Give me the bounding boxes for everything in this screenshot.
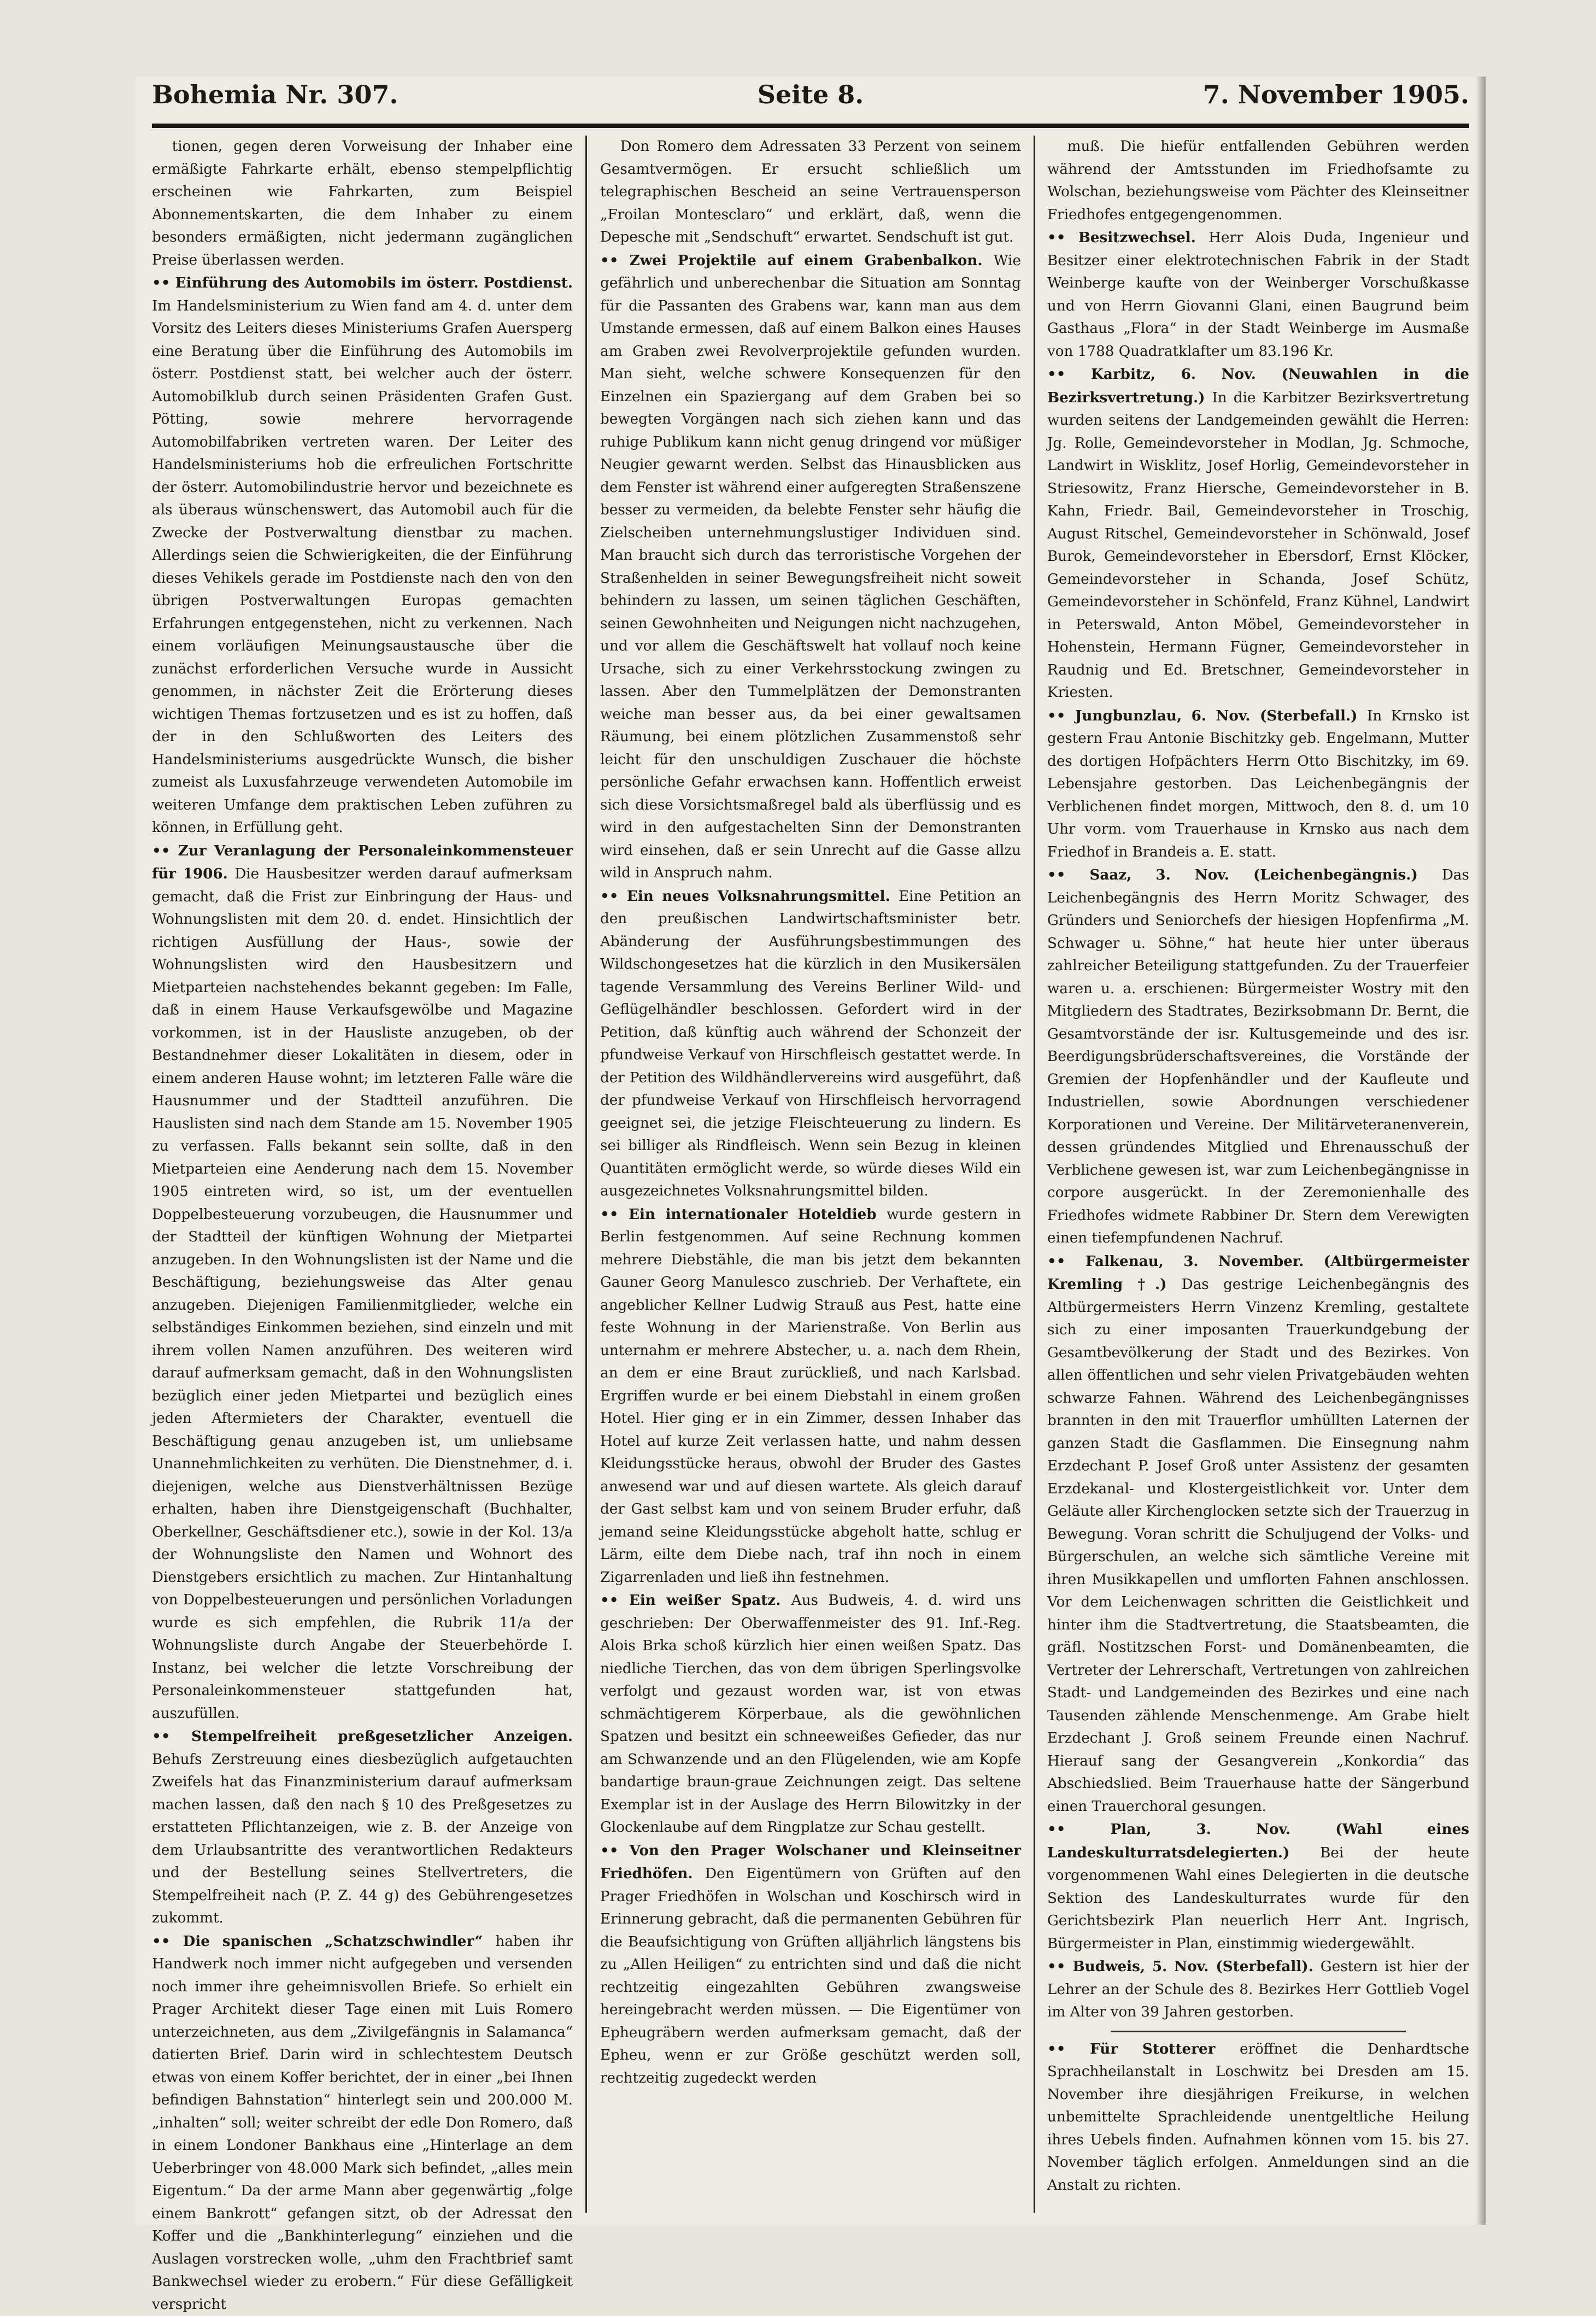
article-headline: •• Einführung des Automobils im österr. Postdienst. (152, 274, 573, 291)
article-paragraph (1047, 226, 1469, 363)
newspaper-page (136, 77, 1486, 2225)
article-paragraph (600, 885, 1021, 1203)
page-header (152, 77, 1469, 129)
article-headline: •• Jungbunzlau, 6. Nov. (Sterbefall.) (1047, 707, 1367, 724)
article-paragraph (1047, 864, 1469, 1250)
article-text: muß. Die hiefür entfallenden Gebühren werden während der Amtsstunden im Friedhofsamte zu Wolschan, beziehungsweise vom Pächter des Kleinseitner Friedhofes entgegengenommen. (1047, 138, 1469, 223)
article-headline: •• Falkenau, 3. November. (Altbürgermeister Kremling †.) (1047, 1253, 1469, 1293)
article-text: Bei der heute vorgenommenen Wahl eines Delegierten in die deutsche Sektion des Landeskulturrates wurde für den Gerichtsbezirk Plan neuerlich Herr Ant. Ingrisch, Bürgermeister in Plan, einstimmig wiedergewählt. (1047, 1845, 1469, 1952)
article-text: wurde gestern in Berlin festgenommen. Auf seine Rechnung kommen mehrere Diebstähle, die man bis jetzt dem bekannten Gauner Georg Manulesco zuschrieb. Der Verhaftete, ein angeblicher Kellner Ludwig Strauß aus Pest, hatte eine feste Wohnung in der Marienstraße. Von Berlin aus unternahm er mehrere Abstecher, u. a. nach dem Rhein, an dem er eine Braut zurückließ, und nach Karlsbad. Ergriffen wurde er bei einem Diebstahl in einem großen Hotel. Hier ging er in ein Zimmer, dessen Inhaber das Hotel auf kurze Zeit verlassen hatte, und nahm dessen Kleidungsstücke heraus, obwohl der Bruder des Gastes anwesend war und auf diesen wartete. Als gleich darauf der Gast selbst kam und von seinem Bruder erfuhr, daß jemand seine Kleidungsstücke abgeholt hatte, schlug er Lärm, eilte dem Diebe nach, traf ihn noch in einem Zigarrenladen und ließ ihn festnehmen. (600, 1206, 1021, 1586)
article-text: Die Hausbesitzer werden darauf aufmerksam gemacht, daß die Frist zur Einbringung der Haus- und Wohnungslisten mit dem 20. d. endet. Hinsichtlich der richtigen Ausfüllung der Haus-, sowie der Wohnungslisten wird den Hausbesitzern und Mietparteien nachstehendes bekannt gegeben: Im Falle, daß in einem Hause Verkaufsgewölbe und Magazine vorkommen, ist in der Hausliste anzugeben, ob der Bestandnehmer dieser Lokalitäten in diesem, oder in einem anderen Hause wohnt; im letzteren Falle wäre die Hausnummer und der Stadtteil anzuführen. Die Hauslisten sind nach dem Stande am 15. November 1905 zu verfassen. Falls bekannt sein sollte, daß in den Mietparteien eine Aenderung nach dem 15. November 1905 eintreten wird, so ist, um der eventuellen Doppelbesteuerung vorzubeugen, die Hausnummer und der Stadtteil der künftigen Wohnung der Mietpartei anzugeben. In den Wohnungslisten ist der Name und die Beschäftigung, beziehungsweise das Alter genau anzugeben. Diejenigen Familienmitglieder, welche ein selbständiges Einkommen beziehen, sind einzeln und mit ihrem vollen Namen anzuführen. Des weiteren wird darauf aufmerksam gemacht, daß in den Wohnungslisten bezüglich einer jeden Mietpartei und bezüglich eines jeden Aftermieters der Charakter, eventuell die Beschäftigung genau anzugeben ist, um unliebsame Unannehmlichkeiten zu verhüten. Die Dienstnehmer, d. i. diejenigen, welche aus Dienstverhältnissen Bezüge erhalten, haben ihre Dienstgeigenschaft (Buchhalter, Oberkellner, Geschäftsdiener etc.), sowie in der Kol. 13/a der Wohnungsliste den Namen und Wohnort des Dienstgebers ersichtlich zu machen. Zur Hintanhaltung von Doppelbesteuerungen und persönlichen Vorladungen wurde es sich empfehlen, die Rubrik 11/a der Wohnungsliste durch Angabe der Steuerbehörde I. Instanz, bei welcher die letzte Vorschreibung der Personaleinkommensteuer stattgefunden hat, auszufüllen. (152, 866, 573, 1722)
article-text: Herr Alois Duda, Ingenieur und Besitzer einer elektrotechnischen Fabrik in der Stadt Weinberge kaufte von der Weinberger Vorschußkasse und von Herrn Giovanni Glani, einen Baugrund beim Gasthaus „Flora“ in der Stadt Weinberge im Ausmaße von 1788 Quadratklafter um 83.196 Kr. (1047, 230, 1469, 360)
column-divider (1034, 136, 1035, 2213)
article-text: Wie gefährlich und unberechenbar die Situation am Sonntag für die Passanten des Grabens war, kann man aus dem Umstande ermessen, daß auf einem Balkon eines Hauses am Graben zwei Revolverprojektile gefunden wurden. Man sieht, welche schwere Konsequenzen für den Einzelnen ein Spaziergang auf dem Graben bei so bewegten Vorgängen nach sich ziehen kann und das ruhige Publikum kann nicht genug dringend vor müßiger Neugier gewarnt werden. Selbst das Hinausblicken aus dem Fenster ist während einer aufgeregten Straßenszene besser zu vermeiden, da belebte Fenster sehr häufig die Zielscheiben unternehmungslustiger Individuen sind. Man braucht sich durch das terroristische Vorgehen der Straßenhelden in seiner Bewegungsfreiheit nicht soweit behindern zu lassen, um seinen täglichen Geschäften, seinen Gewohnheiten und Neigungen nicht nachzugehen, und vor allem die Geschäftswelt hat vollauf noch keine Ursache, sich zu einer Verkehrsstockung zwingen zu lassen. Aber den Tummelplätzen der Demonstranten weiche man besser aus, da bei einer gewaltsamen Räumung, bei einem plötzlichen Zusammenstoß sehr leicht für den unschuldigen Zuschauer die höchste persönliche Gefahr erwachsen kann. Hoffentlich erweist sich diese Vorsichtsmaßregel bald als überflüssig und es wird in den aufgestachelten Sinn der Demonstranten wird einsehen, daß er sein Unrecht auf die Gasse allzu wild in Anspruch nahm. (600, 253, 1021, 882)
header-rule (152, 124, 1469, 128)
header-date: 7. November 1905. (1203, 80, 1469, 109)
article-text: tionen, gegen deren Vorweisung der Inhaber eine ermäßigte Fahrkarte erhält, ebenso stempelpflichtig erscheinen wie Fahrkarten, zum Beispiel Abonnementskarten, die dem Inhaber zu einem besonders ermäßigten, nicht jedermann zugänglichen Preise überlassen werden. (152, 138, 573, 268)
article-text: In die Karbitzer Bezirksvertretung wurden seitens der Landgemeinden gewählt die Herren: Jg. Rolle, Gemeindevorsteher in Modlan, Jg. Schmoche, Landwirt in Wisklitz, Josef Horlig, Gemeindevorsteher in Striesowitz, Franz Hiersche, Gemeindevorsteher in B. Kahn, Friedr. Bail, Gemeindevorsteher in Troschig, August Ritschel, Gemeindevorsteher in Schönwald, Josef Burok, Gemeindevorsteher in Ebersdorf, Ernst Klöcker, Gemeindevorsteher in Schanda, Josef Schütz, Gemeindevorsteher in Schönfeld, Franz Kühnel, Landwirt in Peterswald, Anton Möbel, Gemeindevorsteher in Hohenstein, Hermann Fügner, Gemeindevorsteher in Raudnig und Ed. Bretschner, Gemeindevorsteher in Kriesten. (1047, 390, 1469, 701)
article-paragraph (152, 272, 573, 840)
article-headline: •• Saaz, 3. Nov. (Leichenbegängnis.) (1047, 866, 1442, 883)
article-paragraph (1047, 136, 1469, 226)
article-text: Das Leichenbegängnis des Herrn Moritz Schwager, des Gründers und Seniorchefs der hiesigen Hopfenfirma „M. Schwager u. Söhne,“ hat heute hier unter überaus zahlreicher Beteiligung stattgefunden. Zu der Trauerfeier waren u. a. erschienen: Bürgermeister Wostry mit den Mitgliedern des Stadtrates, Bezirksobmann Dr. Bernt, die Gesamtvorstände der isr. Kultusgemeinde und des isr. Beerdigungsbrüderschaftsvereines, die Vorstände der Gremien der Hopfenhändler und der Kaufleute und Industriellen, sowie Abordnungen verschiedener Korporationen und Vereine. Der Militärveteranenverein, dessen gründendes Mitglied und Ehrenausschuß der Verblichene gewesen ist, war zum Leichenbegängnisse in corpore ausgerückt. In der Zeremonienhalle des Friedhofes widmete Rabbiner Dr. Stern dem Verewigten einen tiefempfundenen Nachruf. (1047, 867, 1469, 1246)
article-paragraph (152, 136, 573, 272)
article-text: Gestern ist hier der Lehrer an der Schule des 8. Bezirkes Herr Gottlieb Vogel im Alter von 39 Jahren gestorben. (1047, 1959, 1469, 2020)
article-headline: •• Budweis, 5. Nov. (Sterbefall). (1047, 1958, 1321, 1975)
section-rule (1111, 2031, 1406, 2032)
article-paragraph (1047, 363, 1469, 705)
article-headline: •• Von den Prager Wolschaner und Kleinseitner Friedhöfen. (600, 1842, 1021, 1883)
article-headline: •• Für Stotterer (1047, 2041, 1240, 2057)
column-3 (1047, 136, 1469, 2218)
article-headline: •• Karbitz, 6. Nov. (Neuwahlen in die Bezirksvertretung.) (1047, 366, 1469, 406)
article-text: Das gestrige Leichenbegängnis des Altbürgermeisters Herrn Vinzenz Kremling, gestaltete sich zu einer imposanten Trauerkundgebung der Gesamtbevölkerung der Stadt und des Bezirkes. Von allen öffentlichen und sehr vielen Privatgebäuden wehten schwarze Fahnen. Während des Leichenbegängnisses brannten in den mit Trauerflor umhüllten Laternen der ganzen Stadt die Gasflammen. Die Einsegnung nahm Erzdechant P. Josef Groß unter Assistenz der gesamten Erzdekanal- und Klostergeistlichkeit vor. Unter dem Geläute aller Kirchenglocken setzte sich der Trauerzug in Bewegung. Voran schritt die Schuljugend der Volks- und Bürgerschulen, an welche sich sämtliche Vereine mit ihren Musikkapellen und umflorten Fahnen anschlossen. Vor dem Leichenwagen schritten die Geistlichkeit und hinter ihm die Stadtvertretung, die Staatsbeamten, die gräfl. Nostitzschen Forst- und Domänenbeamten, die Vertreter der Lehrerschaft, Vertretungen von zahlreichen Stadt- und Landgemeinden des Bezirkes und eine nach Tausenden zählende Menschenmenge. Am Grabe hielt Erzdechant J. Groß seinem Freunde einen Nachruf. Hierauf sang der Gesangverein „Konkordia“ das Abschiedslied. Beim Trauerhause hatte der Sängerbund einen Trauerchoral gesungen. (1047, 1276, 1469, 1815)
article-paragraph (1047, 1250, 1469, 1819)
article-text: Behufs Zerstreuung eines diesbezüglich aufgetauchten Zweifels hat das Finanzministerium darauf aufmerksam machen lassen, daß den nach § 10 des Preßgesetzes zu erstatteten Pflichtanzeigen, wie z. B. der Anzeige von dem Urlaubsantritte des verantwortlichen Redakteurs und der Bestellung seines Stellvertreters, die Stempelfreiheit nach (P. Z. 44 g) des Gebührengesetzes zukommt. (152, 1751, 573, 1927)
article-paragraph (1047, 1955, 1469, 2024)
article-paragraph (600, 249, 1021, 885)
article-headline: •• Ein neues Volksnahrungsmittel. (600, 888, 899, 905)
header-issue: Bohemia Nr. 307. (152, 80, 398, 109)
article-paragraph (600, 1589, 1021, 1839)
column-divider (585, 136, 587, 2213)
article-text: haben ihr Handwerk noch immer nicht aufgegeben und versenden noch immer ihre geheimnisvollen Briefe. So erhielt ein Prager Architekt dieser Tage einen mit Luis Romero unterzeichneten, aus dem „Zivilgefängnis in Salamanca“ datierten Brief. Darin wird in schlechtestem Deutsch etwas von einem Koffer berichtet, der in einer „bei Ihnen befindigen Bahnstation“ hinterlegt sein und 200.000 M. „inhalten“ soll; weiter schreibt der edle Don Romero, daß in einem Londoner Bankhaus eine „Hinterlage an dem Ueberbringer von 48.000 Mark sich befindet, „alles mein Eigentum.“ Da der arme Mann aber gegenwärtig „folge einem Bankrott“ gefangen sitzt, ob der Adressat den Koffer und die „Bankhinterlegung“ einziehen und die Auslagen vorstrecken wolle, „uhm den Frachtbrief samt Bankwechsel wieder zu erobern.“ Für diese Gefälligkeit verspricht (152, 1933, 573, 2313)
column-1 (152, 136, 573, 2218)
header-page-number: Seite 8. (152, 80, 1469, 109)
article-paragraph (600, 136, 1021, 249)
article-headline: •• Plan, 3. Nov. (Wahl eines Landeskulturratsdelegierten.) (1047, 1821, 1469, 1861)
article-headline: •• Besitzwechsel. (1047, 229, 1208, 246)
article-paragraph (1047, 1818, 1469, 1955)
article-text: Don Romero dem Adressaten 33 Perzent von seinem Gesamtvermögen. Er ersucht schließlich um telegraphischen Bescheid an seine Vertrauensperson „Froilan Montesclaro“ und erklärt, daß, wenn die Depesche mit „Sendschuft“ erwartet. Sendschuft ist gut. (600, 138, 1021, 245)
article-headline: •• Die spanischen „Schatzschwindler“ (152, 1933, 495, 1950)
article-text: In Krnsko ist gestern Frau Antonie Bischitzky geb. Engelmann, Mutter des dortigen Hofpächters Herrn Otto Bischitzky, im 69. Lebensjahre gestorben. Das Leichenbegängnis der Verblichenen findet morgen, Mittwoch, den 8. d. um 10 Uhr vorm. vom Trauerhause in Krnsko aus nach dem Friedhof in Brandeis a. E. statt. (1047, 708, 1469, 860)
article-headline: •• Ein weißer Spatz. (600, 1592, 791, 1609)
article-text: eröffnet die Denhardtsche Sprachheilanstalt in Loschwitz bei Dresden am 15. November ihre diesjährigen Freikurse, in welchen unbemittelte Sprachleidende unentgeltliche Heilung ihres Uebels finden. Aufnahmen können vom 15. bis 27. November täglich erfolgen. Anmeldungen sind an die Anstalt zu richten. (1047, 2041, 1469, 2194)
column-2 (600, 136, 1021, 2218)
article-paragraph (1047, 705, 1469, 864)
article-paragraph (152, 840, 573, 1726)
article-headline: •• Ein internationaler Hoteldieb (600, 1206, 887, 1223)
article-paragraph (152, 1725, 573, 1930)
article-text: Den Eigentümern von Grüften auf den Prager Friedhöfen in Wolschan und Koschirsch wird in Erinnerung gebracht, daß die permanenten Gebühren für die Beaufsichtigung von Grüften alljährlich längstens bis zu „Allen Heiligen“ zu entrichten sind und daß die nicht rechtzeitig eingezahlten Gebühren zwangsweise hereingebracht werden müssen. — Die Eigentümer von Epheugräbern werden aufmerksam gemacht, daß der Epheu, wenn er zur Größe geschützt werden soll, rechtzeitig zugedeckt werden (600, 1866, 1021, 2086)
article-text: Im Handelsministerium zu Wien fand am 4. d. unter dem Vorsitz des Leiters dieses Ministeriums Grafen Auersperg eine Beratung über die Einführung des Automobils im österr. Postdienst statt, bei welcher auch der österr. Automobilklub durch seinen Präsidenten Grafen Gust. Pötting, sowie mehrere hervorragende Automobilfabriken vertreten waren. Der Leiter des Handelsministeriums hob die erfreulichen Fortschritte der österr. Automobilindustrie hervor und bezeichnete es als überaus wünschenswert, das Automobil auch für die Zwecke der Postverwaltung dienstbar zu machen. Allerdings seien die Schwierigkeiten, die der Einführung dieses Vehikels gerade im Postdienste nach den von den übrigen Postverwaltungen Europas gemachten Erfahrungen entgegenstehen, nicht zu verkennen. Nach einem vorläufigen Meinungsaustausche über die zunächst erforderlichen Versuche wurde in Aussicht genommen, in nächster Zeit die Erörterung dieses wichtigen Themas fortzusetzen und es ist zu hoffen, daß der in den Schlußworten des Leiters des Handelsministeriums ausgedrückte Wunsch, die bisher zumeist als Luxusfahrzeuge verwendeten Automobile im weiteren Umfange dem praktischen Leben zuführen zu können, in Erfüllung geht. (152, 298, 573, 836)
article-headline: •• Zwei Projektile auf einem Grabenbalkon. (600, 252, 994, 269)
article-paragraph (600, 1203, 1021, 1590)
article-headline: •• Stempelfreiheit preßgesetzlicher Anzeigen. (152, 1728, 573, 1745)
article-paragraph (152, 1930, 573, 2316)
article-text: Aus Budweis, 4. d. wird uns geschrieben: Der Oberwaffenmeister des 91. Inf.-Reg. Alois Brka schoß kürzlich hier einen weißen Spatz. Das niedliche Tierchen, das von dem übrigen Sperlingsvolke verfolgt und gezaust worden war, ist von etwas schmächtigerem Körperbaue, als die gewöhnlichen Spatzen und besitzt ein schneeweißes Gefieder, das nur am Schwanzende und an den Flügelenden, wie am Kopfe bandartige braun-graue Zeichnungen zeigt. Das seltene Exemplar ist in der Auslage des Herrn Bilowitzky in der Glockenlaube auf dem Ringplatze zur Schau gestellt. (600, 1592, 1021, 1836)
article-paragraph (1047, 2038, 1469, 2197)
article-paragraph (600, 1839, 1021, 2090)
article-headline: •• Zur Veranlagung der Personaleinkommensteuer für 1906. (152, 842, 573, 883)
article-text: Eine Petition an den preußischen Landwirtschaftsminister betr. Abänderung der Ausführungsbestimmungen des Wildschongesetzes hat die kürzlich in den Musikersälen tagende Versammlung des Vereins Berliner Wild- und Geflügelhändler beschlossen. Gefordert wird in der Petition, daß künftig auch während der Schonzeit der pfundweise Verkauf von Hirschfleisch gestattet werde. In der Petition des Wildhändlervereins wird ausgeführt, daß der pfundweise Verkauf von Hirschfleisch hervorragend geeignet sei, die jetzige Fleischteuerung zu lindern. Es sei billiger als Rindfleisch. Wenn sein Bezug in kleinen Quantitäten ermöglicht werde, so würde dieses Wild ein ausgezeichnetes Volksnahrungsmittel bilden. (600, 888, 1021, 1200)
